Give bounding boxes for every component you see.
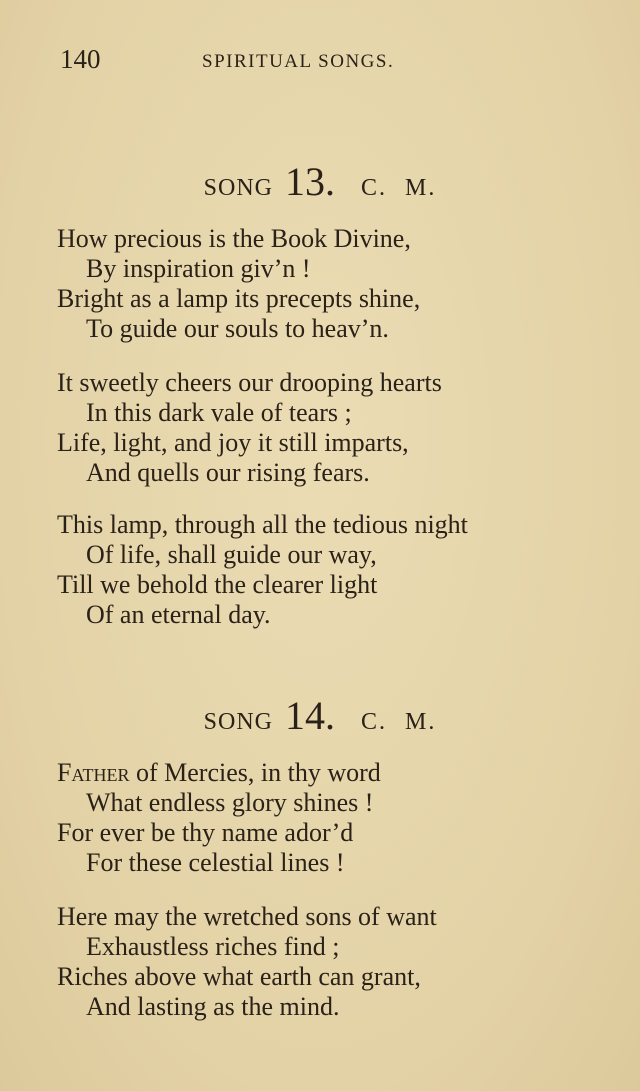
song-13-stanza-2 — [57, 368, 442, 488]
verse-line: Riches above what earth can grant, — [57, 962, 421, 991]
song-number: 13. — [284, 159, 335, 204]
song-13-stanza-3 — [57, 510, 468, 630]
verse-line: Till we behold the clearer light — [57, 570, 378, 599]
verse-line: And lasting as the mind. — [86, 992, 340, 1021]
page-header — [60, 44, 580, 84]
song-label: SONG — [203, 175, 273, 201]
verse-line: For these celestial lines ! — [86, 848, 345, 877]
verse-line: What endless glory shines ! — [86, 788, 374, 817]
song-14-title — [0, 692, 640, 739]
verse-line: Here may the wretched sons of want — [57, 902, 437, 931]
song-meter: C. M. — [360, 709, 437, 735]
page-number: 140 — [60, 44, 101, 74]
verse-line: In this dark vale of tears ; — [86, 398, 352, 427]
verse-line: For ever be thy name ador’d — [57, 818, 354, 847]
verse-line — [57, 758, 381, 788]
song-meter: C. M. — [360, 175, 437, 201]
verse-line: Of life, shall guide our way, — [86, 540, 377, 569]
verse-line: By inspiration giv’n ! — [86, 254, 311, 283]
verse-line: Bright as a lamp its precepts shine, — [57, 284, 421, 313]
verse-line: This lamp, through all the tedious night — [57, 510, 468, 539]
verse-line: Of an eternal day. — [86, 600, 271, 629]
verse-line: And quells our rising fears. — [86, 458, 370, 487]
song-13-title — [0, 158, 640, 205]
running-title: SPIRITUAL SONGS. — [202, 51, 395, 72]
verse-line: Exhaustless riches find ; — [86, 932, 340, 961]
verse-line: It sweetly cheers our drooping hearts — [57, 368, 442, 397]
verse-line-rest: of Mercies, in thy word — [129, 758, 381, 787]
verse-line: To guide our souls to heav’n. — [86, 314, 389, 343]
verse-line: How precious is the Book Divine, — [57, 224, 411, 253]
song-label: SONG — [203, 709, 273, 735]
song-14-stanza-2 — [57, 902, 437, 1022]
verse-line: Life, light, and joy it still imparts, — [57, 428, 409, 457]
song-14-stanza-1 — [57, 758, 381, 878]
first-word-small-caps: Father — [57, 758, 130, 787]
song-13-stanza-1 — [57, 224, 420, 344]
song-number: 14. — [284, 693, 335, 738]
